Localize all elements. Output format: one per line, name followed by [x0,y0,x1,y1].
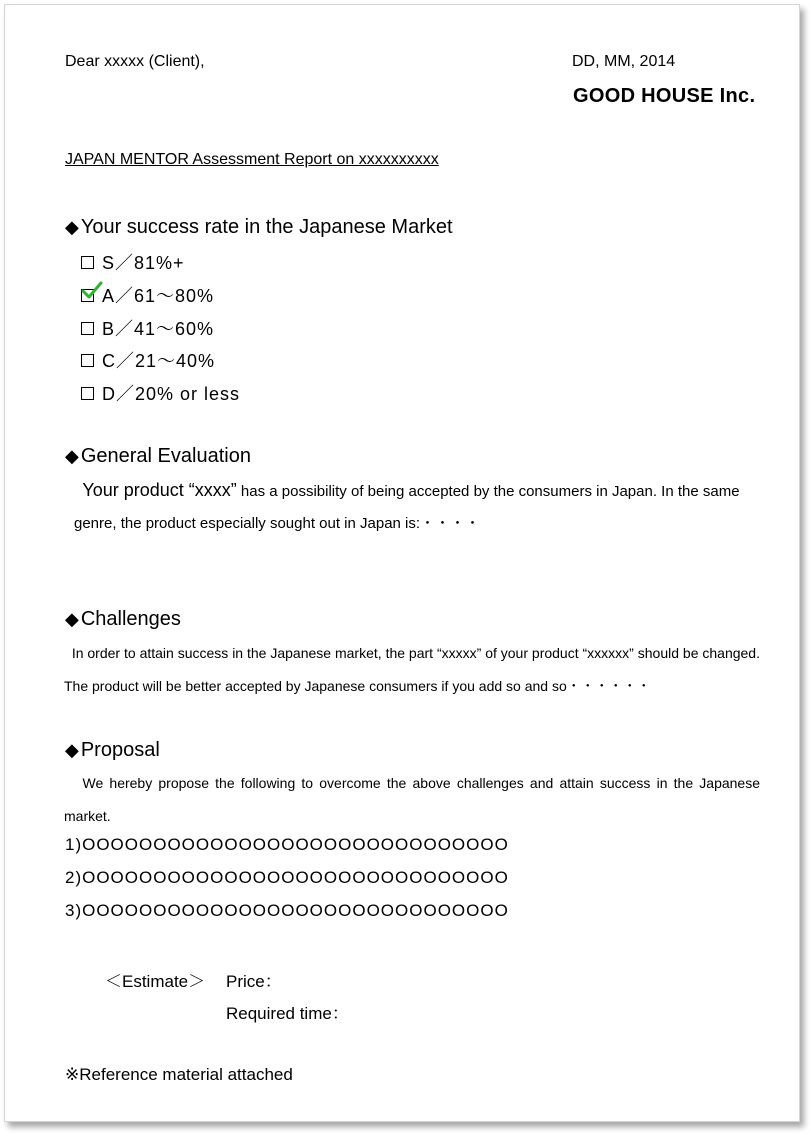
estimate-label: ＜Estimate＞ [105,972,206,991]
diamond-bullet-icon: ◆ [65,217,79,237]
reference-note: ※Reference material attached [65,1065,293,1084]
general-evaluation-text [74,474,762,540]
checkbox-c[interactable] [81,354,94,367]
proposal-heading [65,739,160,762]
challenges-body: In order to attain success in the Japanese market, the part “xxxxx” of your product “xxxxxx” should be changed. The product will be better accepted by Japanese consumers if you add so and so・・・・・・ [64,645,760,694]
option-b[interactable] [81,315,214,341]
checkbox-b[interactable] [81,322,94,335]
option-a-label: A／61～80% [102,286,215,306]
checkmark-icon [80,281,104,301]
option-c[interactable] [81,347,215,373]
challenges-text [64,637,760,703]
success-rate-heading-text: Your success rate in the Japanese Market [80,216,453,238]
option-c-label: C／21～40% [102,351,216,371]
price-label: Price： [226,972,282,991]
diamond-bullet-icon: ◆ [65,740,79,760]
proposal-body: We hereby propose the following to overcome the above challenges and attain success in the Japanese market. [64,775,760,824]
document-page [4,4,800,1122]
option-d[interactable] [81,380,240,406]
option-a[interactable] [81,282,214,308]
checkbox-a[interactable] [81,289,94,302]
general-evaluation-heading [65,445,251,468]
diamond-bullet-icon: ◆ [65,609,79,629]
option-d-label: D／20% or less [102,384,241,404]
report-title: JAPAN MENTOR Assessment Report on xxxxxxxxxx [65,151,439,168]
proposal-item-1: 1)OOOOOOOOOOOOOOOOOOOOOOOOOOOOOO [65,835,509,854]
general-evaluation-heading-text: General Evaluation [80,445,251,467]
proposal-item-2: 2)OOOOOOOOOOOOOOOOOOOOOOOOOOOOOO [65,868,509,887]
proposal-text [64,767,760,833]
option-s[interactable] [81,249,185,275]
option-b-label: B／41～60% [102,319,215,339]
report-date: DD, MM, 2014 [572,53,676,70]
proposal-heading-text: Proposal [80,739,160,761]
challenges-heading-text: Challenges [80,608,181,630]
challenges-heading [65,608,181,631]
greeting: Dear xxxxx (Client), [65,53,205,70]
success-rate-heading [65,216,453,239]
checkbox-d[interactable] [81,387,94,400]
general-evaluation-lead: Your product “xxxx” [82,480,237,500]
general-evaluation-body: has a possibility of being accepted by the consumers in Japan. In the same genre, the product especially sought out in Japan is:・・・・ [74,483,740,532]
diamond-bullet-icon: ◆ [65,446,79,466]
required-time-label: Required time： [226,1004,349,1023]
checkbox-s[interactable] [81,256,94,269]
proposal-item-3: 3)OOOOOOOOOOOOOOOOOOOOOOOOOOOOOO [65,901,509,920]
company-name: GOOD HOUSE Inc. [573,85,756,107]
option-s-label: S／81%+ [102,253,185,273]
